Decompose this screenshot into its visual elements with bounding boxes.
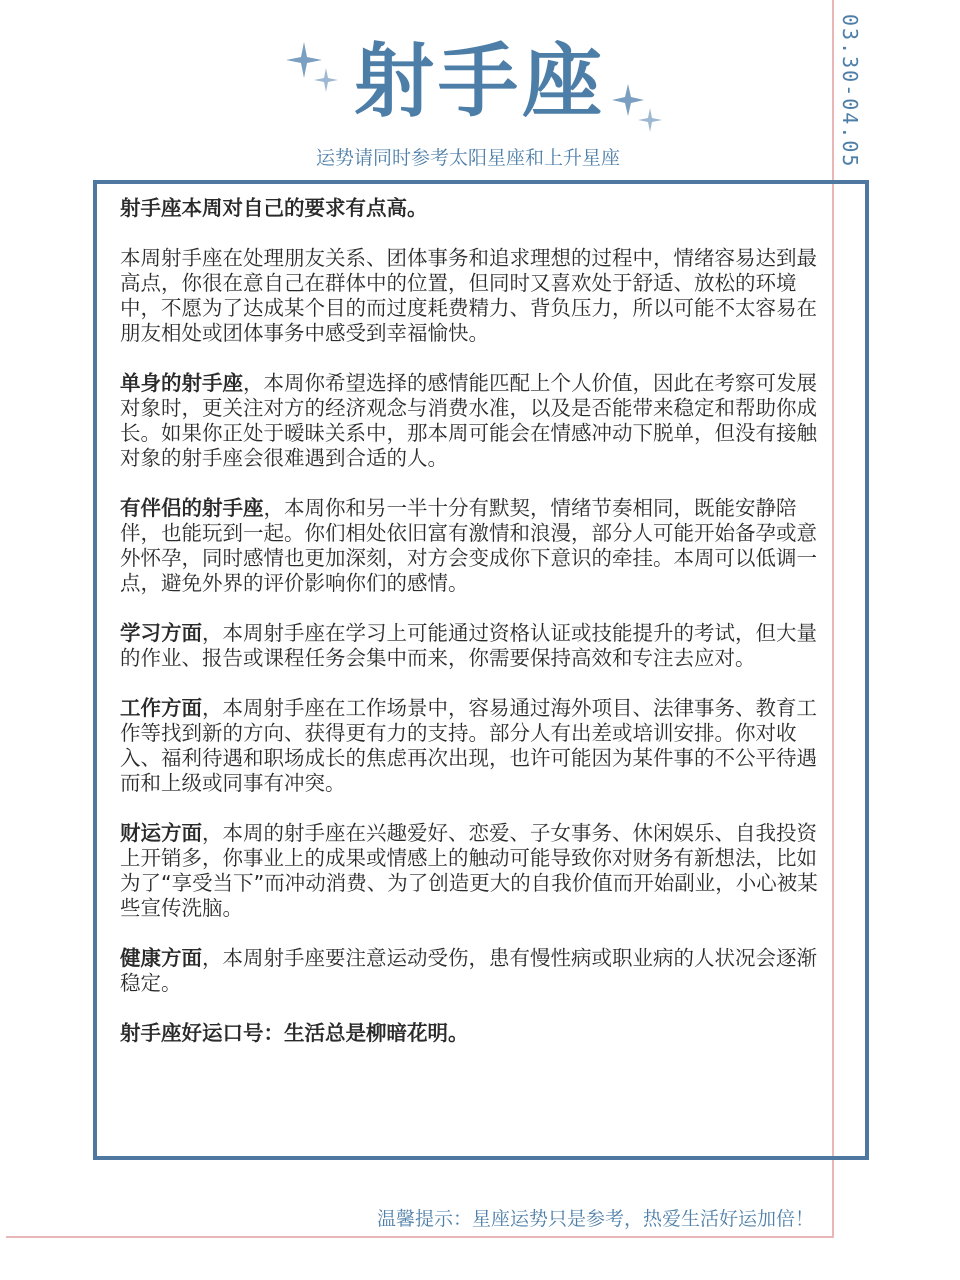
couple-love-paragraph: 有伴侣的射手座，本周你和另一半十分有默契，情绪节奏相同，既能安静陪伴，也能玩到一起。你们相处依旧富有激情和浪漫，部分人可能开始备孕或意外怀孕，同时感情也更加深刻，对方会变成你下意识的牵挂。本周可以低调一点，避免外界的评价影响你们的感情。	[120, 496, 817, 595]
horoscope-content	[120, 196, 818, 1046]
slogan-paragraph: 射手座好运口号：生活总是柳暗花明。	[120, 1021, 469, 1045]
single-love-paragraph: 单身的射手座，本周你希望选择的感情能匹配上个人价值，因此在考察可发展对象时，更关注对方的经济观念与消费水准，以及是否能带来稳定和帮助你成长。如果你正处于暧昧关系中，那本周可能会在情感冲动下脱单，但没有接触对象的射手座会很难遇到合适的人。	[120, 371, 817, 470]
footer-tip: 温馨提示：星座运势只是参考，热爱生活好运加倍！	[376, 1208, 814, 1230]
health-paragraph: 健康方面，本周射手座要注意运动受伤，患有慢性病或职业病的人状况会逐渐稳定。	[120, 946, 817, 995]
study-paragraph: 学习方面，本周射手座在学习上可能通过资格认证或技能提升的考试，但大量的作业、报告或课程任务会集中而来，你需要保持高效和专注去应对。	[120, 621, 817, 670]
page-title: 射手座	[354, 35, 606, 128]
overview-paragraph: 本周射手座在处理朋友关系、团体事务和追求理想的过程中，情绪容易达到最高点，你很在意自己在群体中的位置，但同时又喜欢处于舒适、放松的环境中，不愿为了达成某个目的而过度耗费精力、背负压力，所以可能不太容易在朋友相处或团体事务中感受到幸福愉快。	[120, 246, 817, 345]
date-range: 03.30-04.05	[838, 14, 862, 169]
intro-paragraph: 射手座本周对自己的要求有点高。	[120, 196, 428, 220]
pink-horizontal-line	[6, 1236, 834, 1238]
page-subtitle: 运势请同时参考太阳星座和上升星座	[315, 147, 620, 169]
work-paragraph: 工作方面，本周射手座在工作场景中，容易通过海外项目、法律事务、教育工作等找到新的方向、获得更有力的支持。部分人有出差或培训安排。你对收入、福利待遇和职场成长的焦虑再次出现，也许可能因为某件事的不公平待遇而和上级或同事有冲突。	[120, 696, 817, 795]
finance-paragraph: 财运方面，本周的射手座在兴趣爱好、恋爱、子女事务、休闲娱乐、自我投资上开销多，你事业上的成果或情感上的触动可能导致你对财务有新想法，比如为了“享受当下”而冲动消费、为了创造更大的自我价值而开始副业，小心被某些宣传洗脑。	[120, 821, 818, 920]
